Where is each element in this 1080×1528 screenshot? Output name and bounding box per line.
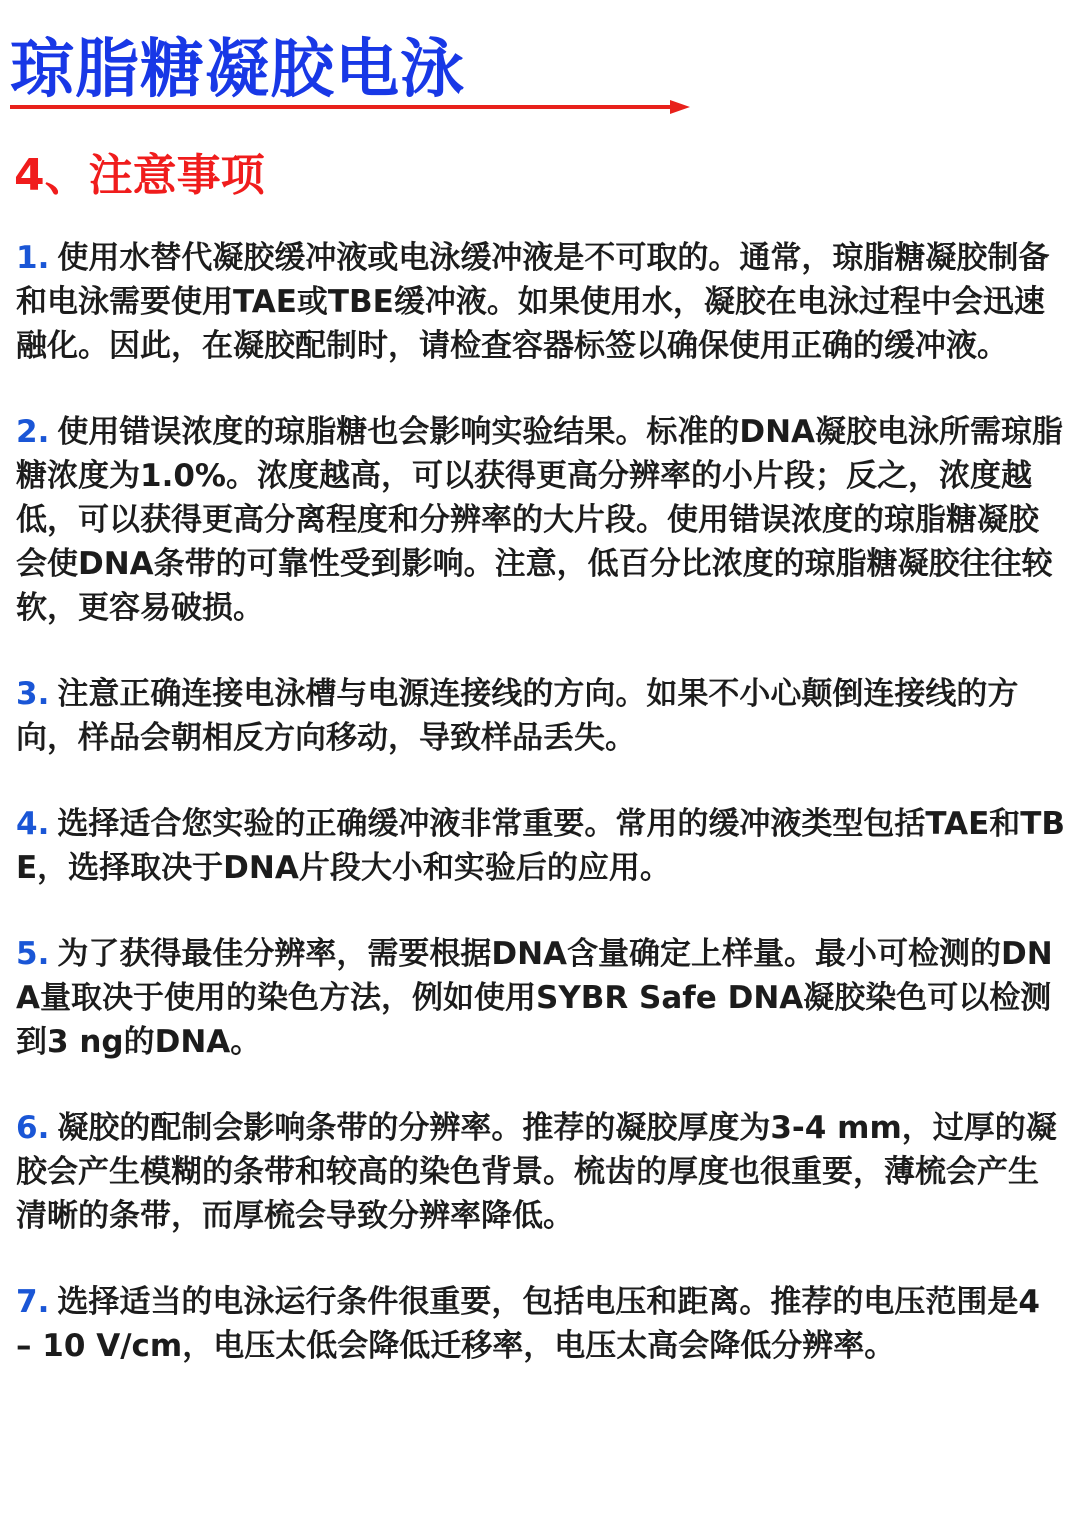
note-item <box>16 1106 1066 1238</box>
note-text: 为了获得最佳分辨率，需要根据DNA含量确定上样量。最小可检测的DNA量取决于使用的染色方法，例如使用SYBR Safe DNA凝胶染色可以检测到3 ng的DNA。 <box>16 936 1053 1060</box>
section-heading: 4、注意事项 <box>14 150 265 201</box>
note-text: 选择适合您实验的正确缓冲液非常重要。常用的缓冲液类型包括TAE和TBE，选择取决于DNA片段大小和实验后的应用。 <box>16 806 1066 886</box>
note-number: 2. <box>16 414 50 450</box>
note-number: 5. <box>16 936 50 972</box>
note-item <box>16 410 1066 630</box>
note-text: 使用水替代凝胶缓冲液或电泳缓冲液是不可取的。通常，琼脂糖凝胶制备和电泳需要使用TAE或TBE缓冲液。如果使用水，凝胶在电泳过程中会迅速融化。因此，在凝胶配制时，请检查容器标签以确保使用正确的缓冲液。 <box>16 240 1050 364</box>
note-number: 1. <box>16 240 50 276</box>
note-item <box>16 802 1066 890</box>
note-item <box>16 672 1066 760</box>
note-text: 凝胶的配制会影响条带的分辨率。推荐的凝胶厚度为3-4 mm，过厚的凝胶会产生模糊的条带和较高的染色背景。梳齿的厚度也很重要，薄梳会产生清晰的条带，而厚梳会导致分辨率降低。 <box>16 1110 1057 1234</box>
note-number: 7. <box>16 1284 50 1320</box>
note-number: 3. <box>16 676 50 712</box>
page-title: 琼脂糖凝胶电泳 <box>10 33 465 107</box>
note-text: 注意正确连接电泳槽与电源连接线的方向。如果不小心颠倒连接线的方向，样品会朝相反方向移动，导致样品丢失。 <box>16 676 1019 756</box>
note-item <box>16 932 1066 1064</box>
note-item <box>16 1280 1066 1368</box>
note-item <box>16 236 1066 368</box>
notes-list <box>16 236 1066 1410</box>
note-text: 选择适当的电泳运行条件很重要，包括电压和距离。推荐的电压范围是4 – 10 V/cm，电压太低会降低迁移率，电压太高会降低分辨率。 <box>16 1284 1040 1364</box>
title-underline-arrow <box>10 98 690 116</box>
note-number: 4. <box>16 806 50 842</box>
note-text: 使用错误浓度的琼脂糖也会影响实验结果。标准的DNA凝胶电泳所需琼脂糖浓度为1.0%。浓度越高，可以获得更高分辨率的小片段；反之，浓度越低，可以获得更高分离程度和分辨率的大片段。使用错误浓度的琼脂糖凝胶会使DNA条带的可靠性受到影响。注意，低百分比浓度的琼脂糖凝胶往往较软，更容易破损。 <box>16 414 1064 626</box>
note-number: 6. <box>16 1110 50 1146</box>
